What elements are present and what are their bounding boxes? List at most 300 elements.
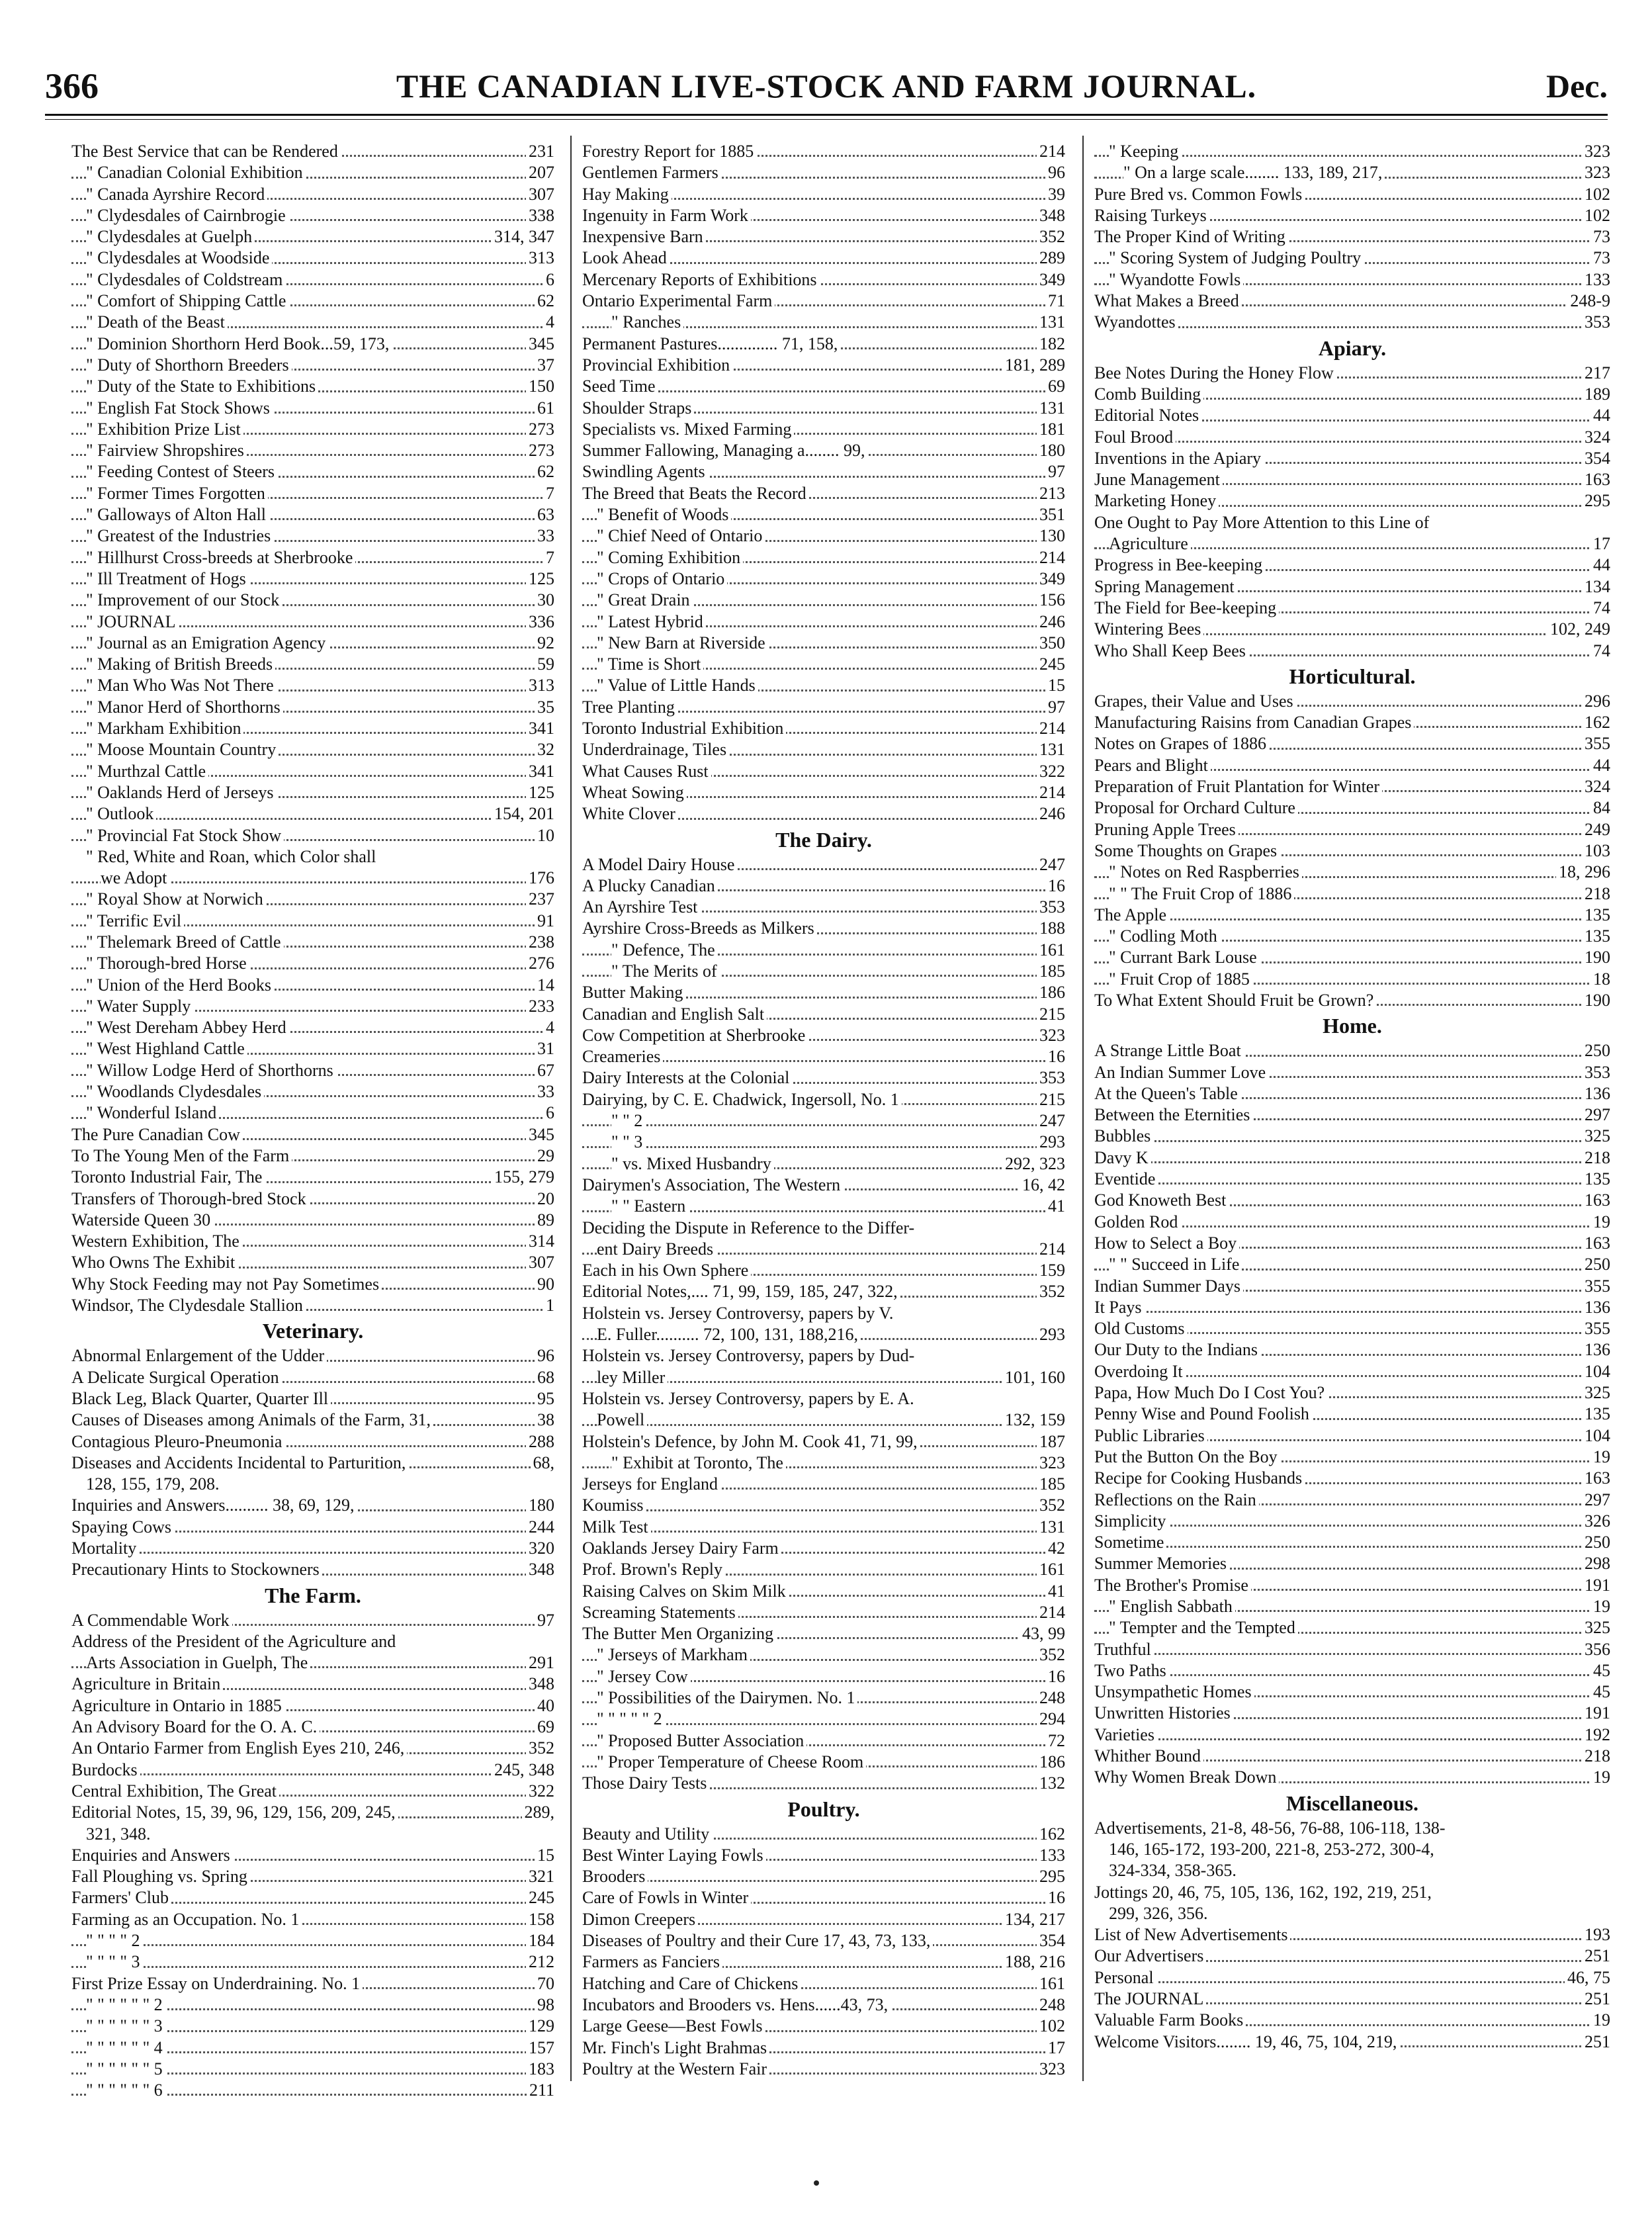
index-entry (71, 803, 554, 825)
header-rule-thin (45, 119, 1608, 120)
entry-title: " Scoring System of Judging Poultry (1109, 248, 1364, 267)
entry-title: " " Succeed in Life (1109, 1255, 1242, 1274)
entry-title: Pears and Blight (1094, 756, 1211, 775)
entry-title: " West Highland Cattle (86, 1039, 247, 1058)
entry-title: " Jerseys of Markham (597, 1645, 750, 1664)
entry-title: Beauty and Utility (582, 1824, 712, 1844)
entry-page: 314 (526, 1231, 554, 1252)
entry-page: 74 (1590, 598, 1610, 619)
leader-dots (1094, 1674, 1610, 1676)
leader-dots (1094, 1525, 1610, 1527)
index-entry (1094, 1924, 1610, 1945)
leader-dots (1094, 918, 1610, 920)
entry-page: 102 (1582, 205, 1610, 226)
index-entry (71, 868, 554, 889)
entry-title: Dairy Interests at the Colonial (582, 1068, 792, 1087)
entry-page: 238 (526, 932, 554, 953)
entry-page: 181 (1037, 419, 1065, 440)
index-entry (582, 1474, 1065, 1495)
entry-page: 214 (1037, 1239, 1065, 1260)
entry-title: Spaying Cows (71, 1517, 174, 1537)
entry-title: Agriculture in Ontario in 1885 (71, 1696, 284, 1715)
entry-title: Canadian and English Salt (582, 1004, 767, 1024)
index-entry (582, 1345, 1065, 1366)
entry-page: 345 (526, 1124, 554, 1145)
entry-title: " Clydesdales at Woodside (86, 248, 272, 267)
index-entry (582, 1909, 1065, 1930)
index-entry (71, 2080, 554, 2101)
entry-title: Some Thoughts on Grapes (1094, 841, 1280, 860)
entry-title: ent Dairy Breeds (597, 1239, 716, 1259)
entry-title: Two Paths (1094, 1661, 1169, 1680)
entry-title: Raising Turkeys (1094, 206, 1209, 225)
index-entry (71, 633, 554, 654)
entry-title: " Notes on Red Raspberries (1109, 862, 1302, 881)
entry-title: " Terrific Evil (86, 911, 184, 930)
entry-page: 322 (1037, 761, 1065, 782)
entry-title: Wheat Sowing (582, 783, 687, 802)
index-entry (71, 547, 554, 568)
index-entry (582, 312, 1065, 333)
entry-page: 313 (526, 675, 554, 696)
entry-title: " Great Drain (597, 590, 693, 609)
entry-page: 15 (1045, 675, 1065, 696)
entry-title: An Ontario Farmer from English Eyes 210, 246, (71, 1738, 407, 1758)
entry-title: Creameries (582, 1047, 663, 1066)
entry-title: Diseases and Accidents Incidental to Parturition, (71, 1453, 408, 1472)
entry-page: 45 (1590, 1660, 1610, 1681)
entry-page: 135 (1582, 926, 1610, 947)
entry-title: " Outlook (86, 804, 156, 823)
index-entry (71, 141, 554, 162)
index-entry (582, 461, 1065, 482)
entry-title: Care of Fowls in Winter (582, 1888, 751, 1907)
entry-page: 132 (1037, 1773, 1065, 1794)
entry-page: 136 (1582, 1083, 1610, 1104)
entry-title: Causes of Diseases among Animals of the Farm, 31, (71, 1410, 433, 1429)
entry-page: 355 (1582, 1318, 1610, 1339)
entry-title: Provincial Exhibition (582, 355, 732, 375)
entry-page: 96 (1045, 162, 1065, 183)
index-entry (582, 440, 1065, 461)
entry-title: Editorial Notes, 15, 39, 96, 129, 156, 209, 245, (71, 1803, 398, 1822)
section-heading: Home. (1323, 1014, 1382, 1038)
index-entry (582, 897, 1065, 918)
entry-page: 133 (1582, 269, 1610, 290)
index-entry (1094, 926, 1610, 947)
entry-page: 30 (535, 590, 554, 611)
entry-page: 191 (1582, 1703, 1610, 1724)
index-entry (582, 1153, 1065, 1175)
index-entry (1094, 1882, 1610, 1903)
entry-page: 354 (1037, 1930, 1065, 1951)
entry-title: " Keeping (1109, 142, 1181, 161)
index-entry (582, 854, 1065, 875)
entry-title: Address of the President of the Agriculture and (71, 1632, 398, 1651)
entry-page: 61 (535, 398, 554, 419)
index-entry (71, 184, 554, 205)
entry-page: 72 (1045, 1730, 1065, 1752)
entry-page: 295 (1037, 1866, 1065, 1887)
index-entry (582, 982, 1065, 1003)
entry-title: Farming as an Occupation. No. 1 (71, 1910, 302, 1929)
index-entry (1094, 1988, 1610, 2010)
entry-title: " Former Times Forgotten (86, 484, 268, 503)
index-entry (71, 1409, 554, 1431)
entry-page: 14 (535, 975, 554, 996)
entry-page: 336 (526, 611, 554, 633)
index-entry (1094, 1425, 1610, 1447)
entry-page: 322 (526, 1781, 554, 1802)
entry-title: " Duty of Shorthorn Breeders (86, 355, 292, 375)
entry-title: Spring Management (1094, 577, 1237, 596)
entry-title: Screaming Statements (582, 1603, 738, 1622)
entry-title: Whither Bound (1094, 1746, 1203, 1765)
entry-page: 323 (1582, 141, 1610, 162)
entry-page: 291 (526, 1652, 554, 1673)
entry-page: 103 (1582, 840, 1610, 862)
index-entry (71, 611, 554, 633)
entry-title: " " " " 2 (86, 1931, 142, 1950)
entry-page: 185 (1037, 961, 1065, 982)
entry-title: " Provincial Fat Stock Show (86, 826, 284, 845)
entry-title: " English Sabbath (1109, 1597, 1235, 1616)
entry-page: 104 (1582, 1425, 1610, 1447)
entry-title: " Feeding Contest of Steers (86, 462, 277, 481)
index-entry (582, 739, 1065, 760)
index-entry (582, 1175, 1065, 1196)
entry-title: " " " " " " 5 (86, 2059, 165, 2078)
entry-title: 321, 348. (86, 1824, 153, 1844)
entry-page: 150 (526, 376, 554, 397)
entry-title: " On a large scale........ 133, 189, 217, (1123, 163, 1385, 182)
index-entry (582, 1581, 1065, 1602)
entry-title: Toronto Industrial Fair, The (71, 1167, 265, 1186)
header-rule (45, 114, 1608, 116)
entry-page: 297 (1582, 1104, 1610, 1126)
index-entry (71, 1452, 554, 1474)
index-entry (71, 1717, 554, 1738)
index-entry (71, 911, 554, 932)
entry-title: " " " " " " 4 (86, 2038, 165, 2057)
index-entry (1094, 2010, 1610, 2031)
index-entry (1094, 819, 1610, 840)
entry-page: 314, 347 (492, 226, 554, 247)
entry-page: 96 (535, 1345, 554, 1366)
entry-title: Look Ahead (582, 248, 670, 267)
entry-title: Jottings 20, 46, 75, 105, 136, 162, 192, 219, 251, (1094, 1883, 1434, 1902)
entry-page: 102 (1582, 184, 1610, 205)
entry-page: 325 (1582, 1617, 1610, 1638)
index-entry (1094, 1318, 1610, 1339)
entry-title: Public Libraries (1094, 1426, 1207, 1445)
entry-title: Pure Bred vs. Common Fowls (1094, 185, 1305, 204)
entry-page: 1 (543, 1295, 554, 1316)
index-entry (582, 961, 1065, 982)
entry-title: Notes on Grapes of 1886 (1094, 734, 1269, 753)
entry-page: 162 (1037, 1824, 1065, 1845)
entry-page: 162 (1582, 712, 1610, 733)
index-entry (582, 1709, 1065, 1730)
entry-title: Black Leg, Black Quarter, Quarter Ill (71, 1389, 331, 1408)
entry-title: 128, 155, 179, 208. (86, 1474, 222, 1494)
index-entry (71, 1388, 554, 1409)
index-entry (71, 568, 554, 590)
entry-title: Recipe for Cooking Husbands (1094, 1468, 1305, 1488)
index-entry (582, 184, 1065, 205)
entry-title: Powell (597, 1410, 647, 1429)
entry-title: " Ill Treatment of Hogs (86, 569, 249, 588)
entry-page: 217 (1582, 363, 1610, 384)
index-entry (1094, 555, 1610, 576)
index-entry (1094, 1490, 1610, 1511)
entry-title: Preparation of Fruit Plantation for Winter (1094, 777, 1382, 796)
entry-title: Inquiries and Answers.......... 38, 69, 129, (71, 1495, 357, 1515)
entry-title: The Breed that Beats the Record (582, 484, 809, 503)
entry-page: 352 (1037, 1281, 1065, 1302)
index-entry (1094, 226, 1610, 247)
entry-page: 326 (1582, 1511, 1610, 1532)
index-entry (71, 1887, 554, 1908)
index-entry (71, 1994, 554, 2016)
index-entry (71, 1167, 554, 1188)
entry-title: " Red, White and Roan, which Color shall (86, 847, 378, 866)
index-entry (582, 782, 1065, 803)
index-entry (1094, 205, 1610, 226)
index-entry (71, 1274, 554, 1295)
index-entry (582, 483, 1065, 504)
entry-title: Reflections on the Rain (1094, 1490, 1259, 1509)
index-entry (71, 1210, 554, 1231)
entry-title: " Water Supply (86, 997, 193, 1016)
index-entry (1094, 733, 1610, 754)
entry-page: 186 (1037, 1752, 1065, 1773)
index-entry (582, 247, 1065, 269)
entry-title: Milk Test (582, 1517, 651, 1537)
entry-page: 214 (1037, 718, 1065, 739)
entry-page: 41 (1045, 1581, 1065, 1602)
index-entry (1094, 1339, 1610, 1360)
entry-page: 156 (1037, 590, 1065, 611)
entry-page: 313 (526, 247, 554, 269)
entry-page: 348 (1037, 205, 1065, 226)
entry-title: " Jersey Cow (597, 1667, 691, 1686)
entry-page: 4 (543, 312, 554, 333)
entry-page: 307 (526, 1252, 554, 1273)
index-entry (1094, 576, 1610, 598)
entry-title: Windsor, The Clydesdale Stallion (71, 1296, 306, 1315)
entry-title: Bee Notes During the Honey Flow (1094, 363, 1336, 382)
entry-page: 40 (535, 1695, 554, 1717)
entry-title: " Canada Ayrshire Record (86, 185, 267, 204)
entry-page: 231 (526, 141, 554, 162)
index-entry (582, 334, 1065, 355)
index-entry (1094, 619, 1610, 640)
entry-title: Incubators and Brooders vs. Hens......43, 73, (582, 1995, 891, 2014)
entry-page: 273 (526, 440, 554, 461)
entry-title: Dimon Creepers (582, 1910, 698, 1929)
entry-title: " Clydesdales at Guelph (86, 227, 255, 246)
entry-page: 352 (526, 1738, 554, 1759)
entry-page: 71 (1045, 290, 1065, 312)
entry-title: The Pure Canadian Cow (71, 1125, 243, 1144)
entry-title: Brooders (582, 1867, 648, 1886)
index-entry (582, 718, 1065, 739)
entry-page: 67 (535, 1060, 554, 1081)
entry-page: 101, 160 (1002, 1367, 1065, 1388)
index-entry (1094, 862, 1610, 883)
index-entry (71, 1781, 554, 1802)
entry-page: 19 (1590, 2010, 1610, 2031)
entry-page: 158 (526, 1909, 554, 1930)
entry-page: 338 (526, 205, 554, 226)
index-entry (582, 1239, 1065, 1260)
entry-page: 207 (526, 162, 554, 183)
entry-title: Western Exhibition, The (71, 1231, 242, 1251)
issue-month: Dec. (1546, 67, 1608, 105)
entry-title: Valuable Farm Books (1094, 2010, 1246, 2029)
entry-page: 63 (535, 504, 554, 525)
index-entry (1094, 1212, 1610, 1233)
index-entry (582, 633, 1065, 654)
entry-title: Toronto Industrial Exhibition (582, 719, 786, 738)
entry-page: 182 (1037, 334, 1065, 355)
index-entry (71, 1652, 554, 1673)
entry-page: 245 (526, 1887, 554, 1908)
index-entry (1094, 162, 1610, 183)
entry-title: " Markham Exhibition (86, 719, 243, 738)
index-entry (71, 1495, 554, 1516)
index-entry (1094, 512, 1610, 533)
entry-page: 248 (1037, 1687, 1065, 1709)
entry-page: 323 (1037, 1025, 1065, 1046)
entry-title: " " " " " " 2 (86, 1995, 165, 2014)
index-entry (582, 1388, 1065, 1409)
index-entry (1094, 598, 1610, 619)
index-entry (1094, 269, 1610, 290)
entry-title: Truthful (1094, 1640, 1154, 1659)
entry-page: 43, 99 (1020, 1623, 1065, 1644)
entry-title: Hatching and Care of Chickens (582, 1974, 801, 1993)
footer-dot (814, 2180, 819, 2186)
index-column-2 (582, 141, 1065, 2080)
index-entry (582, 568, 1065, 590)
entry-title: Forestry Report for 1885 (582, 142, 756, 161)
entry-title: What Causes Rust (582, 762, 711, 781)
entry-page: 298 (1582, 1553, 1610, 1574)
entry-title: " Improvement of our Stock (86, 590, 282, 609)
entry-page: 20 (535, 1188, 554, 1210)
leader-dots (582, 1424, 1065, 1426)
entry-page: 16 (1045, 1887, 1065, 1908)
leader-dots (71, 1773, 554, 1775)
entry-title: Editorial Notes (1094, 406, 1201, 425)
entry-page: 351 (1037, 504, 1065, 525)
entry-title: " English Fat Stock Shows (86, 398, 273, 418)
entry-title: " Thelemark Breed of Cattle (86, 932, 284, 952)
index-entry (1094, 141, 1610, 162)
entry-page: 69 (535, 1717, 554, 1738)
entry-page: 352 (1037, 1644, 1065, 1666)
entry-title: At the Queen's Table (1094, 1084, 1240, 1103)
index-entry (582, 1866, 1065, 1887)
index-entry (1094, 1532, 1610, 1553)
entry-page: 211 (527, 2080, 554, 2101)
entry-page: 324 (1582, 427, 1610, 448)
index-entry (582, 162, 1065, 183)
entry-title: Permanent Pastures.............. 71, 158, (582, 334, 840, 353)
entry-page: 250 (1582, 1040, 1610, 1061)
entry-title: Diseases of Poultry and their Cure 17, 43, 73, 133, (582, 1931, 933, 1950)
entry-title: " Canadian Colonial Exhibition (86, 163, 306, 182)
index-entry (582, 269, 1065, 290)
section-heading: Miscellaneous. (1286, 1791, 1418, 1815)
index-entry (582, 1538, 1065, 1559)
index-entry (1094, 1254, 1610, 1275)
entry-title: Holstein's Defence, by John M. Cook 41, 71, 99, (582, 1432, 920, 1451)
index-entry (582, 1951, 1065, 1973)
entry-title: " " " " " " 6 (86, 2080, 165, 2100)
index-entry (582, 761, 1065, 782)
entry-page: 161 (1037, 1973, 1065, 1994)
index-entry (71, 162, 554, 183)
entry-title: Holstein vs. Jersey Controversy, papers by V. (582, 1304, 896, 1323)
entry-title: " Exhibit at Toronto, The (611, 1453, 786, 1472)
entry-title: Gentlemen Farmers (582, 163, 721, 182)
section-heading: Apiary. (1318, 335, 1387, 360)
entry-title: Agriculture (1109, 534, 1191, 553)
index-entry (1094, 1083, 1610, 1104)
entry-title: Penny Wise and Pound Foolish (1094, 1404, 1312, 1423)
index-entry (71, 1930, 554, 1951)
entry-page: 215 (1037, 1004, 1065, 1025)
entry-page: 131 (1037, 1517, 1065, 1538)
index-entry (582, 654, 1065, 675)
entry-title: " Coming Exhibition (597, 548, 743, 567)
index-entry (582, 419, 1065, 440)
entry-title: Foul Brood (1094, 427, 1176, 447)
index-entry (71, 2037, 554, 2059)
entry-page: 349 (1037, 568, 1065, 590)
index-entry (582, 918, 1065, 939)
entry-page: 41 (1045, 1196, 1065, 1217)
entry-title: An Advisory Board for the O. A. C. (71, 1717, 320, 1736)
index-entry (71, 1802, 554, 1823)
entry-page: 307 (526, 184, 554, 205)
entry-title: " Journal as an Emigration Agency (86, 633, 328, 652)
entry-title: we Adopt (101, 868, 169, 887)
entry-page: 42 (1045, 1538, 1065, 1559)
index-entry (1094, 1703, 1610, 1724)
entry-title: Summer Memories (1094, 1554, 1229, 1573)
index-entry (1094, 755, 1610, 776)
entry-title: " " " " " " 3 (86, 2016, 165, 2035)
entry-title: " Codling Moth (1109, 926, 1220, 946)
index-entry (1094, 883, 1610, 905)
index-entry (1094, 1818, 1610, 1839)
entry-title: Golden Rod (1094, 1212, 1180, 1231)
entry-page: 35 (535, 697, 554, 718)
index-entry (582, 611, 1065, 633)
index-entry (1094, 1860, 1610, 1881)
entry-page: 98 (535, 1994, 554, 2016)
index-entry (582, 1666, 1065, 1687)
index-entry (71, 290, 554, 312)
index-entry (1094, 1361, 1610, 1382)
section-heading: Horticultural. (1289, 664, 1416, 688)
entry-title: " " Eastern (611, 1196, 688, 1216)
index-entry (71, 269, 554, 290)
